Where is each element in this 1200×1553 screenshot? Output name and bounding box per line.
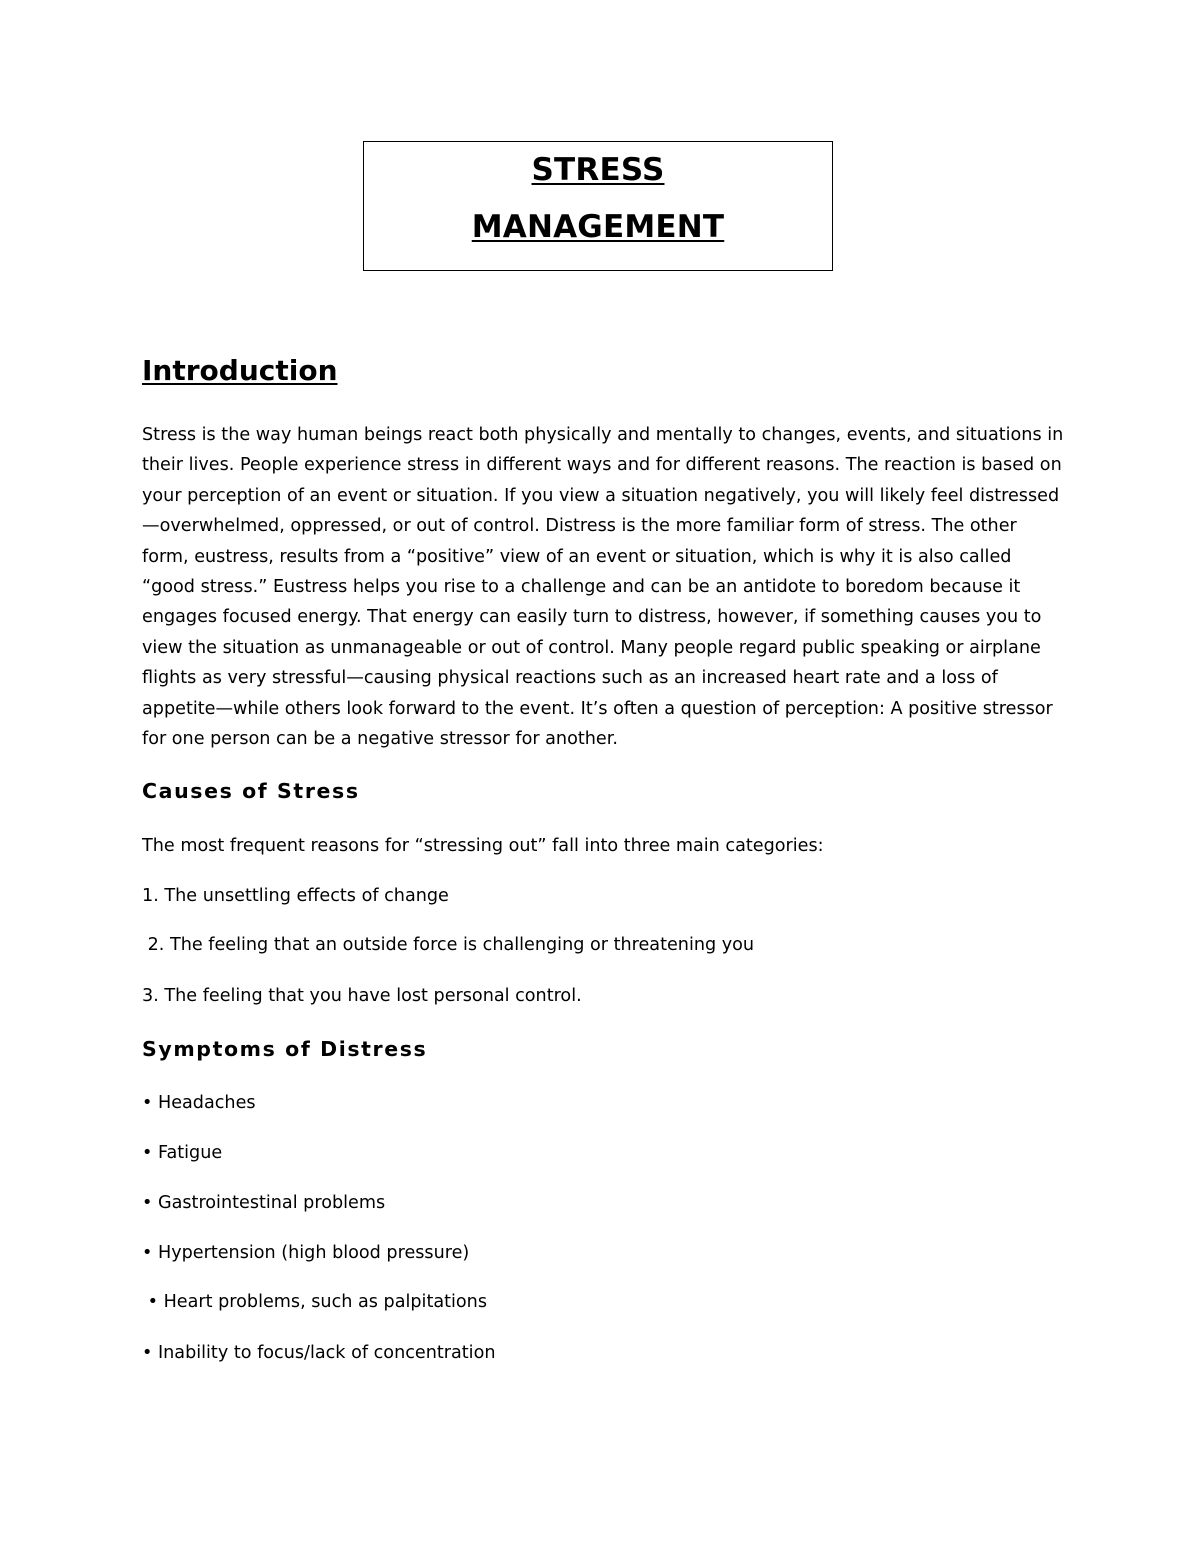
symptom-item-inability-to-focus: • Inability to focus/lack of concentration: [142, 1343, 496, 1363]
causes-intro: The most frequent reasons for “stressing out” fall into three main categories:: [142, 836, 824, 856]
causes-item-2: 2. The feeling that an outside force is challenging or threatening you: [142, 935, 755, 955]
causes-item-1: 1. The unsettling effects of change: [142, 886, 449, 906]
title-box: [363, 141, 833, 271]
symptom-item-headaches: • Headaches: [142, 1093, 256, 1113]
symptoms-heading: Symptoms of Distress: [142, 1037, 428, 1061]
introduction-paragraph: Stress is the way human beings react both physically and mentally to changes, events, and situations in their lives. People experience stress in different ways and for different reasons. The reaction is based on your perception of an event or situation. If you view a situation negatively, you will likely feel distressed —overwhelmed, oppressed, or out of control. Distress is the more familiar form of stress. The other form, eustress, results from a “positive” view of an event or situation, which is why it is also called “good stress.” Eustress helps you rise to a challenge and can be an antidote to boredom because it engages focused energy. That energy can easily turn to distress, however, if something causes you to view the situation as unmanageable or out of control. Many people regard public speaking or airplane flights as very stressful—causing physical reactions such as an increased heart rate and a loss of appetite—while others look forward to the event. It’s often a question of perception: A positive stressor for one person can be a negative stressor for another.: [142, 425, 1064, 750]
symptom-item-hypertension: • Hypertension (high blood pressure): [142, 1243, 470, 1263]
title-line-2: MANAGEMENT: [471, 209, 725, 245]
causes-heading: Causes of Stress: [142, 779, 360, 803]
symptom-item-heart-problems: • Heart problems, such as palpitations: [142, 1292, 487, 1312]
causes-item-3: 3. The feeling that you have lost personal control.: [142, 986, 582, 1006]
symptom-item-fatigue: • Fatigue: [142, 1143, 223, 1163]
title-line-1: STRESS: [531, 152, 665, 188]
symptom-item-gastrointestinal: • Gastrointestinal problems: [142, 1193, 386, 1213]
introduction-heading: Introduction: [142, 354, 338, 387]
